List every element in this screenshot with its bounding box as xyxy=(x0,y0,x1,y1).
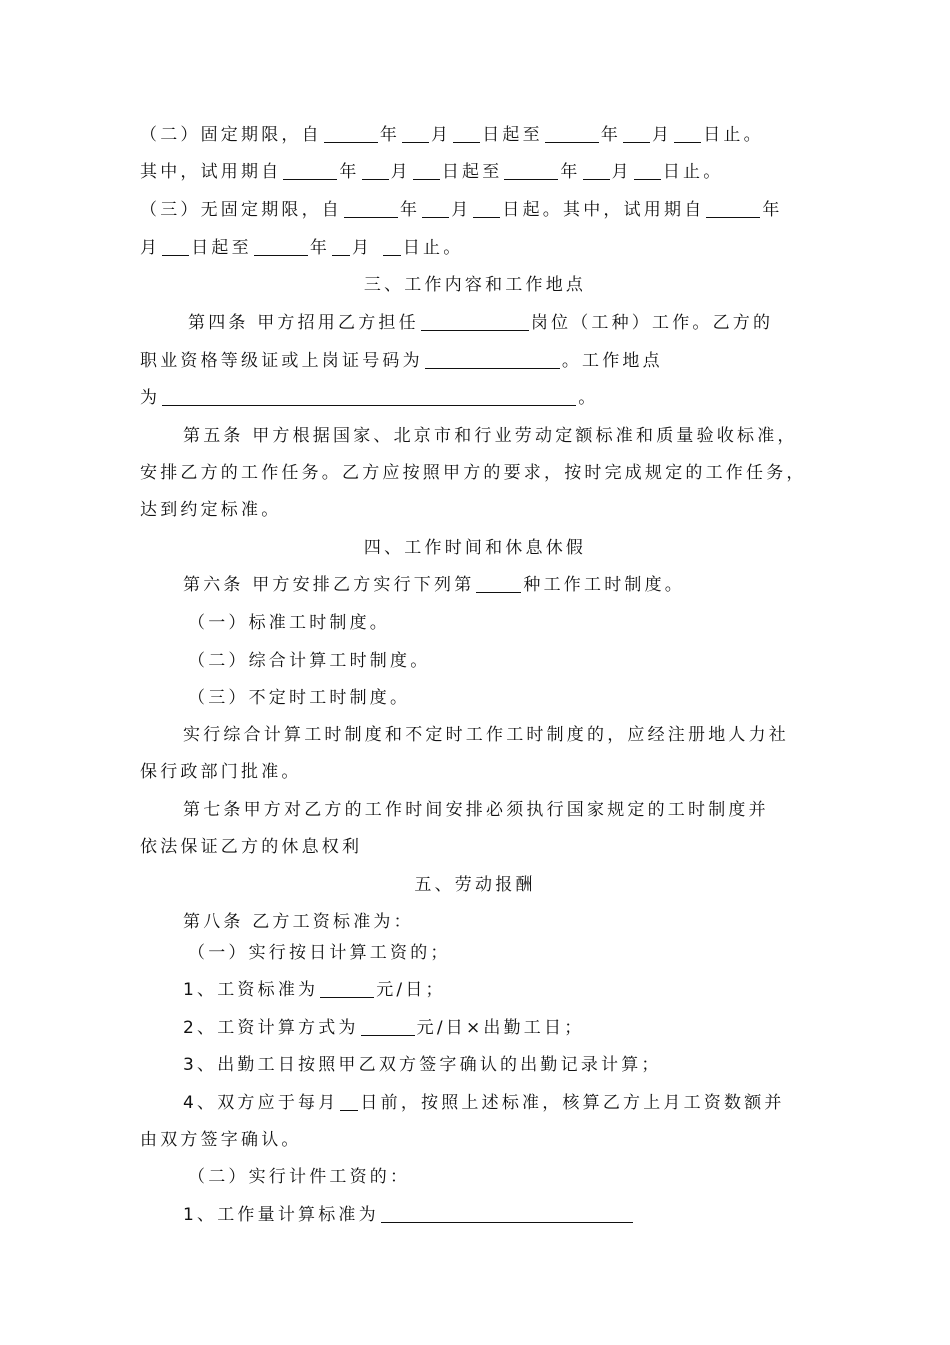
text-line: 保行政部门批准。 xyxy=(140,762,302,782)
text-line: （二）固定期限，自 年 月 日起至 年 月 日止。 xyxy=(140,125,764,145)
text-line: 第七条甲方对乙方的工作时间安排必须执行国家规定的工时制度并 xyxy=(183,800,769,820)
section-heading: 三、工作内容和工作地点 xyxy=(363,275,587,295)
text-line: 实行综合计算工时制度和不定时工作工时制度的，应经注册地人力社 xyxy=(183,725,789,745)
blank-line xyxy=(425,350,560,369)
text-line: （一）标准工时制度。 xyxy=(188,613,390,633)
blank-line xyxy=(545,124,599,143)
text-line: 职业资格等级证或上岗证号码为 。工作地点 xyxy=(140,351,663,371)
text-line: 安排乙方的工作任务。乙方应按照甲方的要求，按时完成规定的工作任务， xyxy=(140,463,807,483)
blank-line xyxy=(706,199,760,218)
blank-line xyxy=(283,161,337,180)
section-heading: 四、工作时间和休息休假 xyxy=(363,538,587,558)
text-line: （二）综合计算工时制度。 xyxy=(188,651,431,671)
blank-line xyxy=(422,199,449,218)
blank-line xyxy=(623,124,650,143)
blank-line xyxy=(381,1204,633,1223)
text-line: 其中，试用期自 年 月 日起至 年 月 日止。 xyxy=(140,162,724,182)
text-line: 月 日起至 年 月 日止。 xyxy=(140,238,464,258)
blank-line xyxy=(453,124,480,143)
blank-line xyxy=(320,979,374,998)
blank-line xyxy=(402,124,429,143)
blank-line xyxy=(476,574,521,593)
text-line: 4、双方应于每月 日前，按照上述标准，核算乙方上月工资数额并 xyxy=(183,1093,785,1113)
text-line: 1、工资标准为 元/日； xyxy=(183,980,446,1000)
blank-line xyxy=(254,237,308,256)
text-line: （三）不定时工时制度。 xyxy=(188,688,411,708)
text-line: 第六条 甲方安排乙方实行下列第 种工作工时制度。 xyxy=(183,575,686,595)
text-line: 2、工资计算方式为 元/日×出勤工日； xyxy=(183,1018,585,1038)
text-line: 1、工作量计算标准为 xyxy=(183,1203,635,1227)
blank-line xyxy=(362,161,389,180)
text-line: 达到约定标准。 xyxy=(140,500,282,520)
blank-line xyxy=(504,161,558,180)
blank-line xyxy=(383,237,401,256)
blank-line xyxy=(332,237,350,256)
blank-line xyxy=(344,199,398,218)
text-line: 第五条 甲方根据国家、北京市和行业劳动定额标准和质量验收标准， xyxy=(183,426,798,446)
text-line: 3、出勤工日按照甲乙双方签字确认的出勤记录计算； xyxy=(183,1055,662,1075)
text-line: 第四条 甲方招用乙方担任 岗位（工种）工作。乙方的 xyxy=(188,313,774,333)
text-line: 依法保证乙方的休息权利 xyxy=(140,837,363,857)
blank-line xyxy=(583,161,610,180)
text-line: （二）实行计件工资的： xyxy=(188,1167,411,1187)
blank-line xyxy=(324,124,378,143)
blank-line xyxy=(361,1017,415,1036)
section-heading: 五、劳动报酬 xyxy=(414,875,536,895)
blank-line xyxy=(162,237,189,256)
blank-line xyxy=(421,312,529,331)
text-line: 第八条 乙方工资标准为： xyxy=(183,912,414,932)
blank-line xyxy=(162,387,576,406)
blank-line xyxy=(674,124,701,143)
blank-line xyxy=(413,161,440,180)
text-line: 为 。 xyxy=(140,388,599,408)
blank-line xyxy=(340,1092,358,1111)
text-line: （三）无固定期限，自 年 月 日起。其中，试用期自 年 xyxy=(140,200,783,220)
text-line: （一）实行按日计算工资的； xyxy=(188,943,451,963)
blank-line xyxy=(634,161,661,180)
blank-line xyxy=(473,199,500,218)
text-line: 由双方签字确认。 xyxy=(140,1130,302,1150)
